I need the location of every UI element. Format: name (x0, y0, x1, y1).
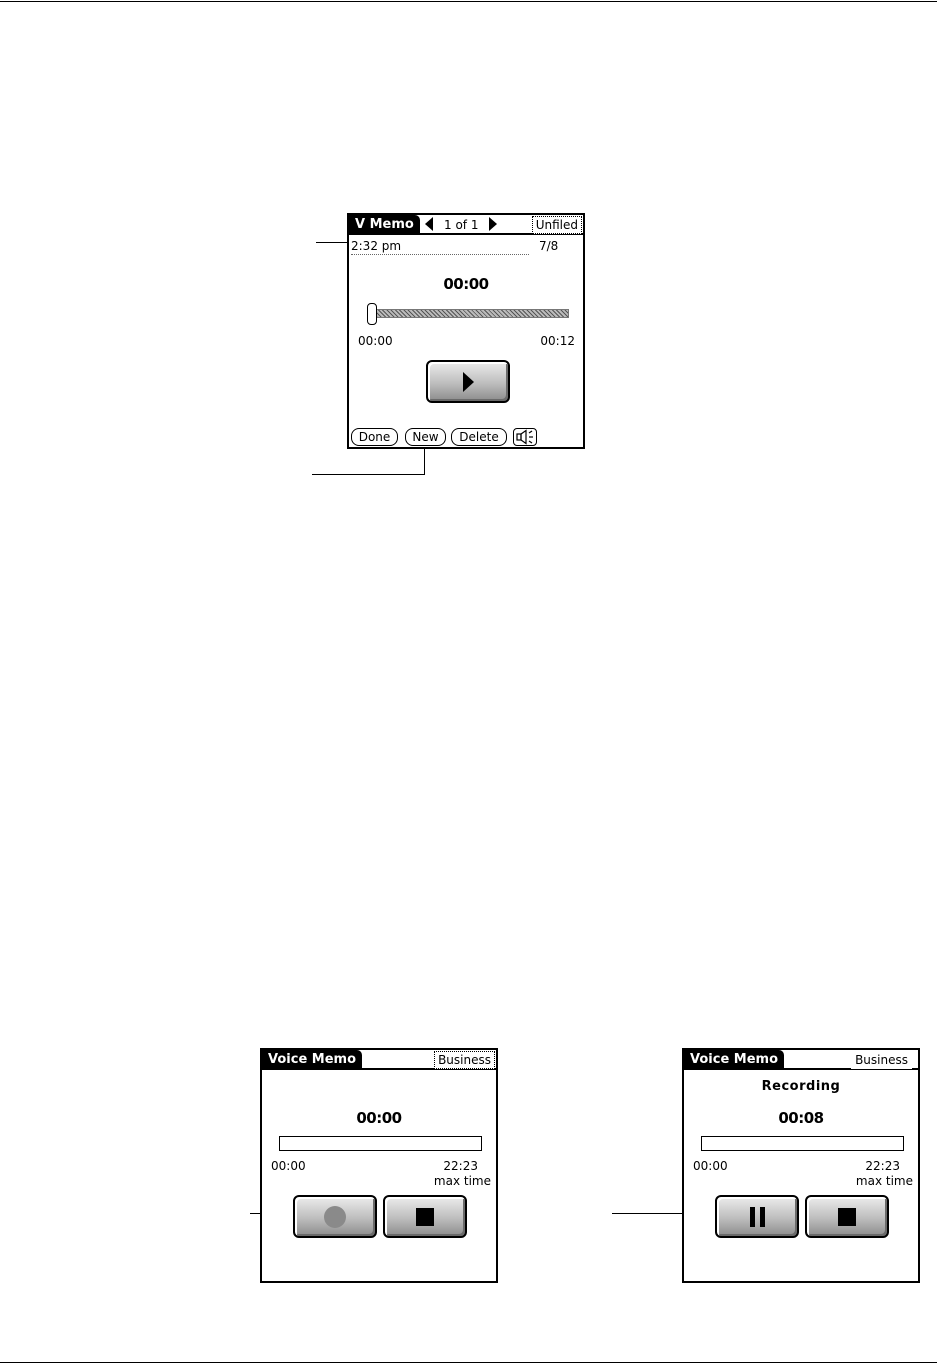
memo-time: 2:32 pm (351, 239, 402, 253)
stop-button[interactable] (805, 1195, 889, 1238)
start-time: 00:00 (693, 1159, 728, 1173)
recording-progress-bar (279, 1136, 482, 1151)
recording-progress-bar (701, 1136, 904, 1151)
stop-icon (838, 1208, 856, 1226)
end-time: 00:12 (540, 334, 575, 348)
playback-screen (347, 213, 585, 449)
max-time: 22:23 (443, 1159, 478, 1173)
seek-track[interactable] (371, 309, 569, 318)
seek-thumb[interactable] (367, 303, 377, 325)
start-time: 00:00 (358, 334, 393, 348)
nav-position: 1 of 1 (444, 218, 479, 232)
elapsed-timer: 00:00 (356, 1109, 402, 1127)
pause-icon (748, 1207, 768, 1227)
app-title: Voice Memo (684, 1050, 784, 1069)
pause-bar-right (760, 1207, 765, 1227)
category-picker[interactable]: Unfiled (532, 216, 582, 234)
elapsed-timer: 00:08 (778, 1109, 824, 1127)
record-screen-ready (260, 1048, 498, 1283)
pause-button[interactable] (715, 1195, 799, 1238)
category-picker[interactable]: Business (434, 1051, 495, 1069)
record-navigator (425, 217, 505, 233)
max-time: 22:23 (865, 1159, 900, 1173)
triangle-right-icon[interactable] (489, 217, 497, 231)
max-time-label: max time (433, 1174, 491, 1188)
category-label: Business (851, 1051, 912, 1069)
record-button[interactable] (293, 1195, 377, 1238)
record-screen-recording (682, 1048, 920, 1283)
recording-status: Recording (761, 1079, 841, 1094)
stop-button[interactable] (383, 1195, 467, 1238)
app-title: V Memo (349, 215, 420, 234)
callout-line-new-button-vertical (424, 446, 425, 475)
command-bar (351, 428, 581, 446)
bottom-rule (0, 1362, 937, 1363)
stop-icon (416, 1208, 434, 1226)
pause-bar-left (750, 1207, 755, 1227)
app-title: Voice Memo (262, 1050, 362, 1069)
memo-date: 7/8 (539, 239, 559, 253)
done-button[interactable]: Done (351, 428, 398, 446)
memo-time-underline (351, 254, 529, 255)
record-icon (324, 1206, 346, 1228)
elapsed-timer: 00:00 (443, 275, 489, 293)
max-time-label: max time (855, 1174, 913, 1188)
callout-line-new-button (312, 474, 425, 475)
play-button[interactable] (426, 360, 510, 403)
new-button[interactable]: New (405, 428, 446, 446)
callout-line-memo-time (316, 242, 348, 243)
delete-button[interactable]: Delete (451, 428, 507, 446)
play-icon (463, 372, 474, 392)
speaker-icon[interactable] (513, 428, 537, 446)
top-rule (0, 1, 937, 2)
triangle-left-icon[interactable] (425, 217, 433, 231)
start-time: 00:00 (271, 1159, 306, 1173)
